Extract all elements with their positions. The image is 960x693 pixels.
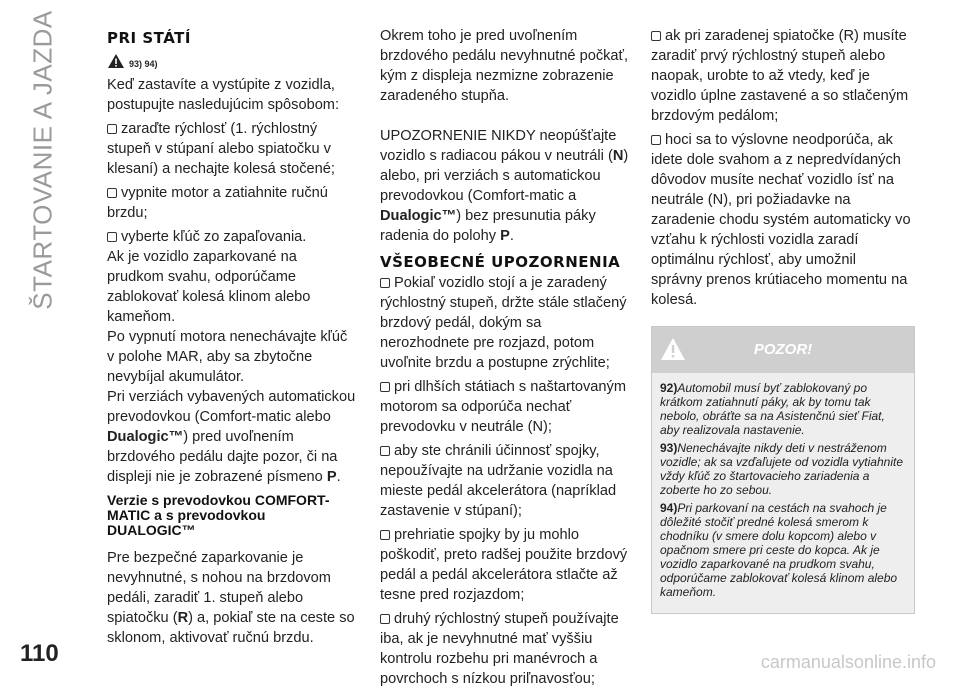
list-item: prehriatie spojky by ju mohlo poškodiť, preto radšej použite brzdový pedál a pedál akcelerátora stlačte až tesne pred rozjazdom; (380, 527, 628, 603)
warning-triangle-icon (107, 53, 125, 69)
checkbox-bullet-icon (651, 31, 661, 41)
list-item: zaraďte rýchlosť (1. rýchlostný stupeň v stúpaní alebo spiatočku v klesaní) a nechajte kolesá stočené; (107, 121, 335, 177)
caution-note: 93)Nenechávajte nikdy deti v nestráženom vozidle; ak sa vzďaľujete od vozidla vytiahnite vždy kľúč zo štartovacieho zariadenia a zoberte ho zo sebou. (660, 441, 904, 497)
caution-note: 92)Automobil musí byť zablokovaný po krátkom zatiahnutí páky, ak by tomu tak nebolo, obráťte sa na Asistenčnú sieť Fiat, aby realizovala nastavenie. (660, 381, 885, 437)
checkbox-bullet-icon (380, 278, 390, 288)
checkbox-bullet-icon (651, 135, 661, 145)
checkbox-bullet-icon (380, 446, 390, 456)
checkbox-bullet-icon (107, 124, 117, 134)
checkbox-bullet-icon (107, 188, 117, 198)
warning-triangle-icon (660, 337, 686, 361)
list-item: Pokiaľ vozidlo stojí a je zaradený rýchlostný stupeň, držte stále stlačený brzdový pedál, dokým sa nerozhodnete pre rozjazd, potom uvoľnite brzdu a postupne zrýchlite; (380, 275, 627, 371)
list-item: hoci sa to výslovne neodporúča, ak idete dole svahom a z nepredvídaných dôvodov musíte nechať vozidlo ísť na neutrále (N), pri požiadavke na zaradenie chodu systém automaticky vo vzťahu k rýchlosti vozidla zaradí optimálnu rýchlosť, aby umožnil správny prenos krútiaceho momentu na kolesá. (651, 132, 911, 308)
warning-references (107, 53, 357, 69)
checkbox-bullet-icon (107, 232, 117, 242)
paragraph: Ak je vozidlo zaparkované na prudkom svahu, odporúčame zablokovať kolesá klinom alebo kameňom. (107, 249, 311, 325)
list-item: vyberte kľúč zo zapaľovania. (107, 227, 357, 247)
caution-note: 94)Pri parkovaní na cestách na svahoch je dôležité stočiť predné kolesá smerom k chodníku (v smere dolu kopcom) alebo v opačnom smere pri ceste do kopca. Ak je vozidlo zaparkované na prudkom svahu, odporúčame zablokovať kolesá klinom alebo kameňom. (660, 501, 898, 599)
section-heading-parking: PRI STÁTÍ (107, 29, 191, 47)
subheading-transmission: Verzie s prevodovkou COMFORT-MATIC a s prevodovkou DUALOGIC™ (107, 492, 330, 538)
column-3 (651, 26, 911, 614)
caution-box-body (652, 373, 914, 613)
paragraph: Pre bezpečné zaparkovanie je nevyhnutné, s nohou na brzdovom pedáli, zaradiť 1. stupeň alebo spiatočku (R) a, pokiaľ ste na ceste so sklonom, aktivovať ručnú brzdu. (107, 550, 355, 646)
list-item: ak pri zaradenej spiatočke (R) musíte zaradiť prvý rýchlostný stupeň alebo naopak, urobte to až vtedy, keď je vozidlo úplne zastavené a so stlačeným brzdovým pedálom; (651, 28, 909, 124)
paragraph: Okrem toho je pred uvoľnením brzdového pedálu nevyhnutné počkať, kým z displeja nezmizne zobrazenie zaradeného stupňa. (380, 28, 629, 104)
side-section-title (8, 10, 78, 310)
list-item: vypnite motor a zatiahnite ručnú brzdu; (107, 185, 328, 221)
paragraph: Po vypnutí motora nenechávajte kľúč v polohe MAR, aby sa zbytočne nevybíjal akumulátor. (107, 329, 348, 385)
watermark: carmanualsonline.info (760, 652, 936, 672)
list-item: druhý rýchlostný stupeň používajte iba, ak je nevyhnutné mať vyššiu kontrolu rozbehu pri manévroch a povrchoch s nízkou priľnavosťou; (380, 611, 619, 687)
section-heading-general-warnings: VŠEOBECNÉ UPOZORNENIA (380, 253, 621, 271)
checkbox-bullet-icon (380, 530, 390, 540)
list-item: aby ste chránili účinnosť spojky, nepoužívajte na udržanie vozidla na mieste pedál akcelerátora (napríklad zastavenie v stúpaní); (380, 443, 617, 519)
column-2 (380, 26, 630, 693)
checkbox-bullet-icon (380, 382, 390, 392)
checkbox-bullet-icon (380, 614, 390, 624)
column-1 (107, 26, 357, 652)
reference-numbers: 93) 94) (129, 59, 158, 69)
intro-paragraph: Keď zastavíte a vystúpite z vozidla, postupujte nasledujúcim spôsobom: (107, 77, 340, 113)
caution-box-header (652, 327, 914, 373)
page-number: 110 (20, 640, 59, 667)
paragraph: Pri verziách vybavených automatickou prevodovkou (Comfort-matic alebo Dualogic™) pred uvoľnením brzdového pedálu dajte pozor, či na displeji nie je zobrazené písmeno P. (107, 389, 356, 485)
caution-box (651, 326, 915, 614)
warning-paragraph: UPOZORNENIE NIKDY neopúšťajte vozidlo s radiacou pákou v neutráli (N) alebo, pri verziách s automatickou prevodovkou (Comfort-matic a Dualogic™) bez presunutia páky radenia do polohy P. (380, 128, 629, 244)
caution-title: POZOR! (753, 341, 813, 358)
side-section-title-text: ŠTARTOVANIE A JAZDA (27, 10, 58, 310)
list-item: pri dlhších státiach s naštartovaným motorom sa odporúča nechať prevodovku v neutrále (N); (380, 379, 626, 435)
